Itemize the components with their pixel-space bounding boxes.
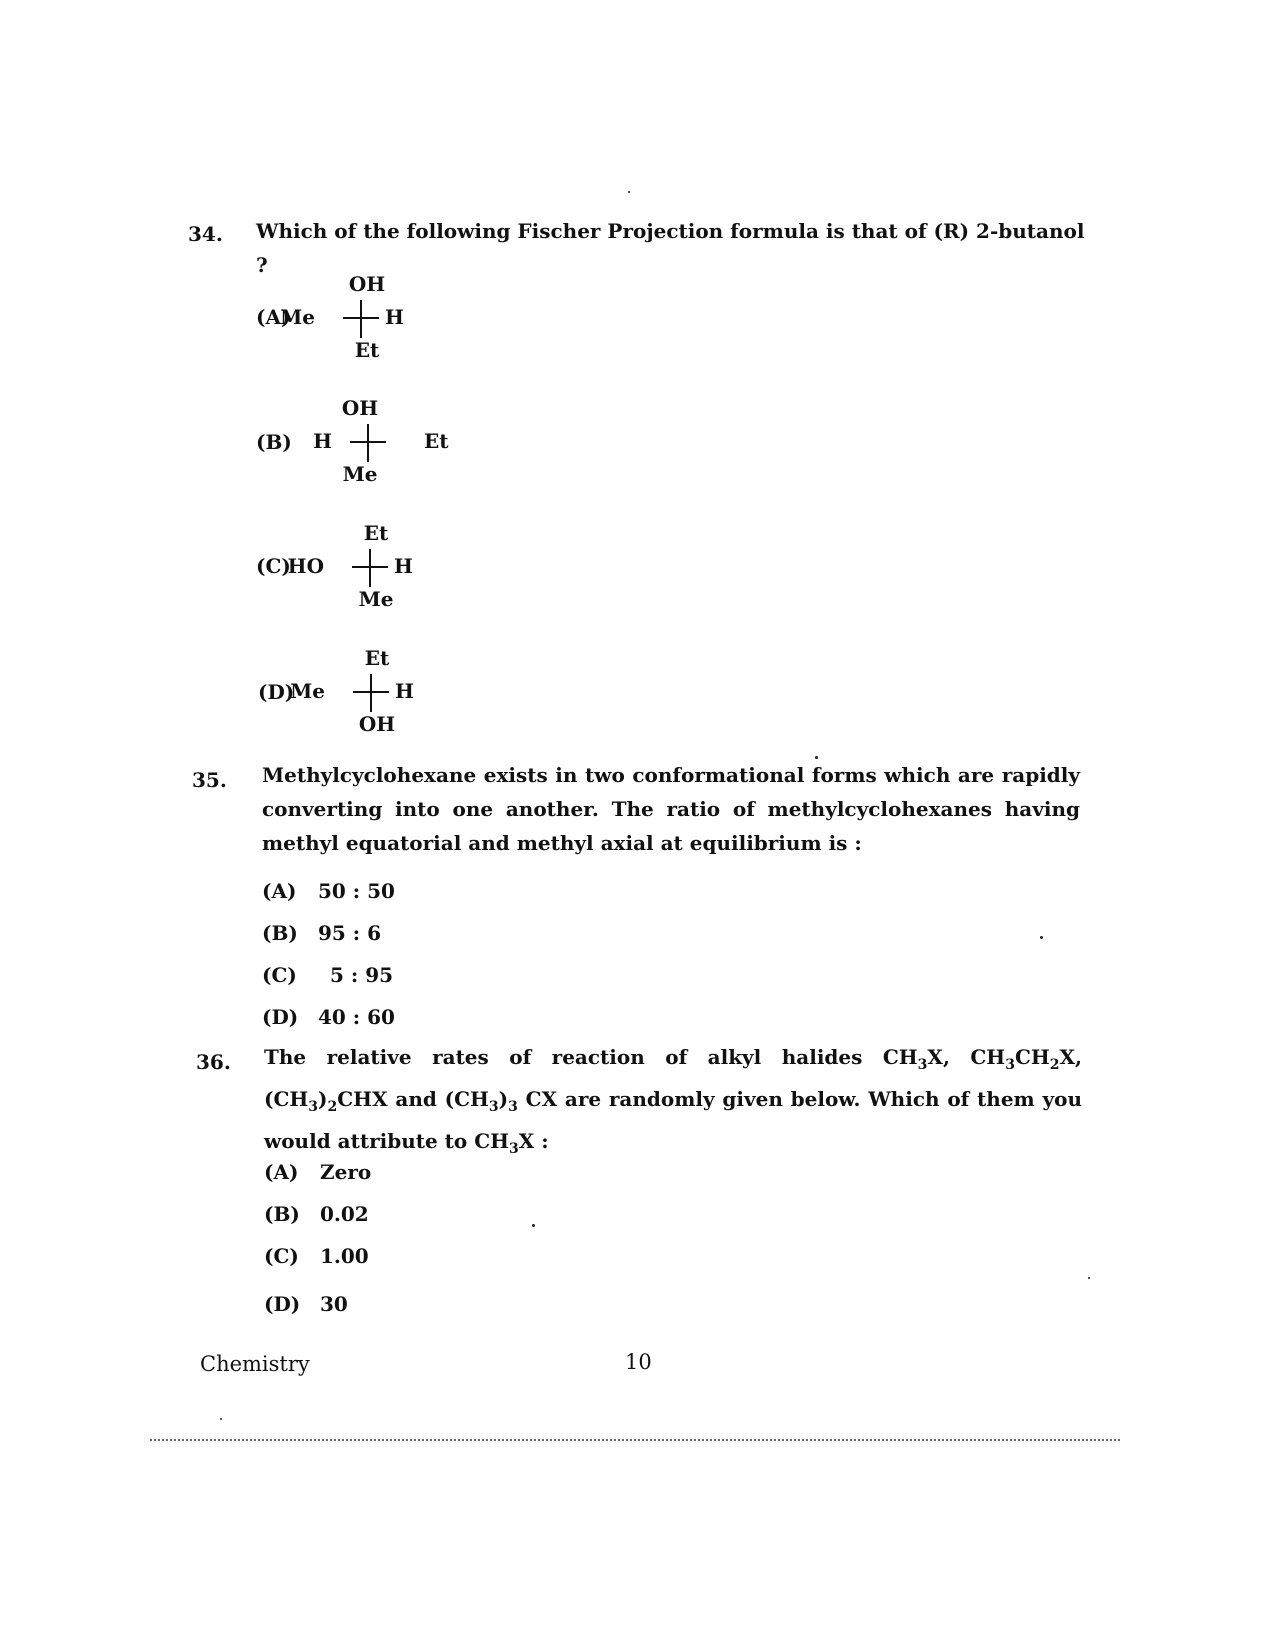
option-label: (B)	[262, 921, 298, 945]
substituent-top: Et	[363, 521, 389, 545]
substituent-right: H	[395, 679, 414, 703]
option-label: (A)	[256, 305, 291, 329]
option-label: (A)	[262, 879, 297, 903]
fischer-projection	[229, 646, 489, 746]
substituent-right: H	[385, 305, 404, 329]
option-label: (D)	[262, 1005, 299, 1029]
fischer-projection	[219, 272, 479, 372]
question-number: 34.	[188, 222, 223, 246]
scan-speck	[1088, 1277, 1090, 1279]
substituent-top: Et	[364, 646, 390, 670]
fischer-vertical-bond	[367, 424, 369, 462]
substituent-left: HO	[287, 554, 324, 578]
substituent-left: Me	[290, 679, 325, 703]
scan-speck	[1040, 936, 1043, 939]
fischer-projection	[212, 396, 472, 496]
subject-label: Chemistry	[200, 1352, 310, 1376]
option-label: (C)	[262, 963, 297, 987]
option-label: (B)	[256, 430, 292, 454]
option-value: 5 : 95	[330, 963, 394, 987]
option-value: Zero	[320, 1160, 372, 1184]
substituent-top: OH	[348, 272, 386, 296]
option-value: 40 : 60	[318, 1005, 395, 1029]
option-value: 95 : 6	[318, 921, 382, 945]
option-value: 0.02	[320, 1202, 369, 1226]
fischer-vertical-bond	[369, 549, 371, 587]
option-label: (D)	[264, 1292, 301, 1316]
substituent-left: H	[313, 429, 332, 453]
question-text: Methylcyclohexane exists in two conformational forms which are rapidly converting into one another. The ratio of methylcyclohexanes having methyl equatorial and methyl axial at equilibrium is :	[262, 763, 1080, 855]
question-number: 36.	[196, 1050, 231, 1074]
question-number: 35.	[192, 768, 227, 792]
option-value: 1.00	[320, 1244, 369, 1268]
scan-speck	[532, 1224, 535, 1227]
option-label: (C)	[256, 554, 291, 578]
substituent-right: Et	[424, 429, 449, 453]
option-value: 50 : 50	[318, 879, 395, 903]
option-label: (D)	[258, 680, 295, 704]
substituent-right: H	[394, 554, 413, 578]
scan-speck	[815, 756, 818, 759]
dotted-divider	[150, 1439, 1120, 1441]
substituent-top: OH	[341, 396, 379, 420]
question-text: Which of the following Fischer Projection formula is that of (R) 2-butanol ?	[256, 219, 1085, 277]
option-label: (C)	[264, 1244, 299, 1268]
substituent-bottom: Me	[358, 587, 394, 611]
fischer-vertical-bond	[370, 674, 372, 712]
fischer-vertical-bond	[360, 300, 362, 338]
substituent-left: Me	[280, 305, 315, 329]
scan-speck	[220, 1418, 222, 1420]
substituent-bottom: Me	[342, 462, 378, 486]
page-number: 10	[625, 1350, 652, 1374]
scan-speck	[628, 191, 630, 193]
option-value: 30	[320, 1292, 348, 1316]
option-label: (A)	[264, 1160, 299, 1184]
fischer-projection	[228, 521, 488, 621]
option-label: (B)	[264, 1202, 300, 1226]
question-text: The relative rates of reaction of alkyl halides $CH_3X$, $CH_3CH_2X$, $(CH_3)_2CHX$ and $(CH_3)_3$ CX are randomly given below. Which of them you would attribute to $CH_3X$ :	[264, 1045, 1082, 1157]
substituent-bottom: Et	[354, 338, 380, 362]
substituent-bottom: OH	[358, 712, 396, 736]
